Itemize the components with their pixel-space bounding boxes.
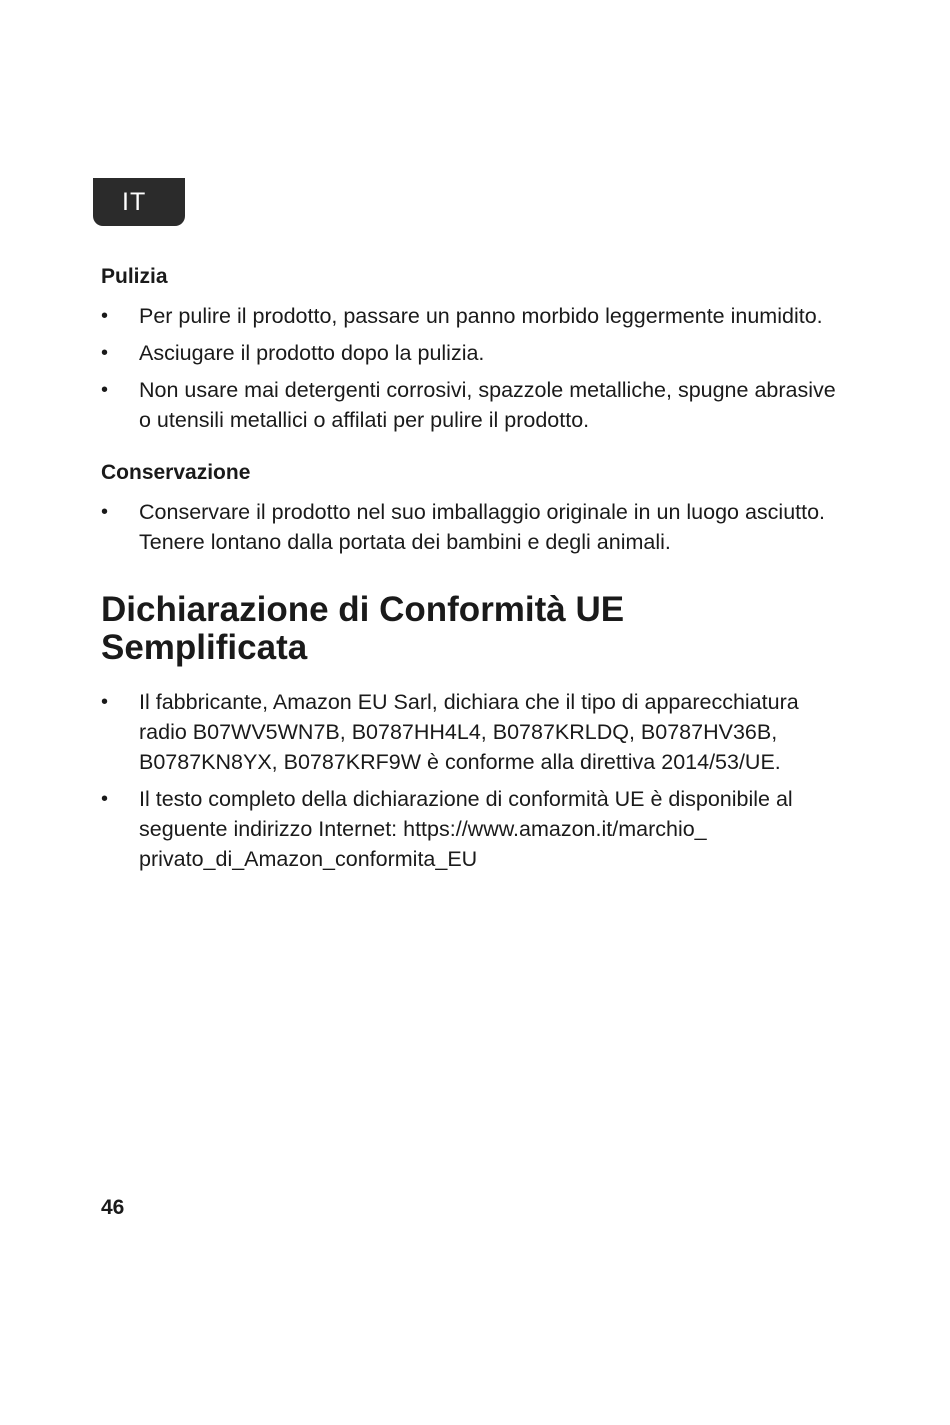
list-item-text: Conservare il prodotto nel suo imballaggio originale in un luogo asciutto. Tenere lontano dalla portata dei bambini e degli animali. bbox=[139, 500, 826, 554]
bullet-icon: • bbox=[101, 501, 109, 523]
cleaning-list bbox=[101, 301, 841, 435]
list-item-text: Il testo completo della dichiarazione di conformità UE è disponibile al seguente indirizzo Internet: https://www.amazon.it/marchio_ privato_di_Amazon_conformita_EU bbox=[139, 787, 793, 871]
storage-list bbox=[101, 497, 841, 557]
bullet-icon: • bbox=[101, 342, 109, 364]
list-item bbox=[101, 497, 841, 557]
list-item bbox=[101, 338, 841, 368]
declaration-title bbox=[101, 591, 841, 667]
page-number: 46 bbox=[101, 1196, 125, 1219]
list-item-text: Non usare mai detergenti corrosivi, spazzole metalliche, spugne abrasive o utensili metallici o affilati per pulire il prodotto. bbox=[139, 378, 836, 432]
declaration-list bbox=[101, 687, 841, 874]
bullet-icon: • bbox=[101, 305, 109, 327]
list-item-text: Per pulire il prodotto, passare un panno morbido leggermente inumidito. bbox=[139, 304, 823, 328]
list-item bbox=[101, 301, 841, 331]
cleaning-heading: Pulizia bbox=[101, 265, 168, 288]
declaration-title-line1: Dichiarazione di Conformità UE bbox=[101, 590, 625, 629]
storage-heading: Conservazione bbox=[101, 461, 251, 484]
list-item-text: Il fabbricante, Amazon EU Sarl, dichiara che il tipo di apparecchiatura radio B07WV5WN7B, B0787HH4L4, B0787KRLDQ, B0787HV36B, B0787KN8YX, B0787KRF9W è conforme alla direttiva 2014/53/UE. bbox=[139, 690, 799, 774]
list-item bbox=[101, 687, 841, 777]
bullet-icon: • bbox=[101, 788, 109, 810]
page-content bbox=[101, 263, 841, 881]
bullet-icon: • bbox=[101, 691, 109, 713]
list-item-text: Asciugare il prodotto dopo la pulizia. bbox=[139, 341, 485, 365]
declaration-title-line2: Semplificata bbox=[101, 628, 308, 667]
bullet-icon: • bbox=[101, 379, 109, 401]
list-item bbox=[101, 784, 841, 874]
list-item bbox=[101, 375, 841, 435]
language-tab: IT bbox=[93, 178, 185, 226]
